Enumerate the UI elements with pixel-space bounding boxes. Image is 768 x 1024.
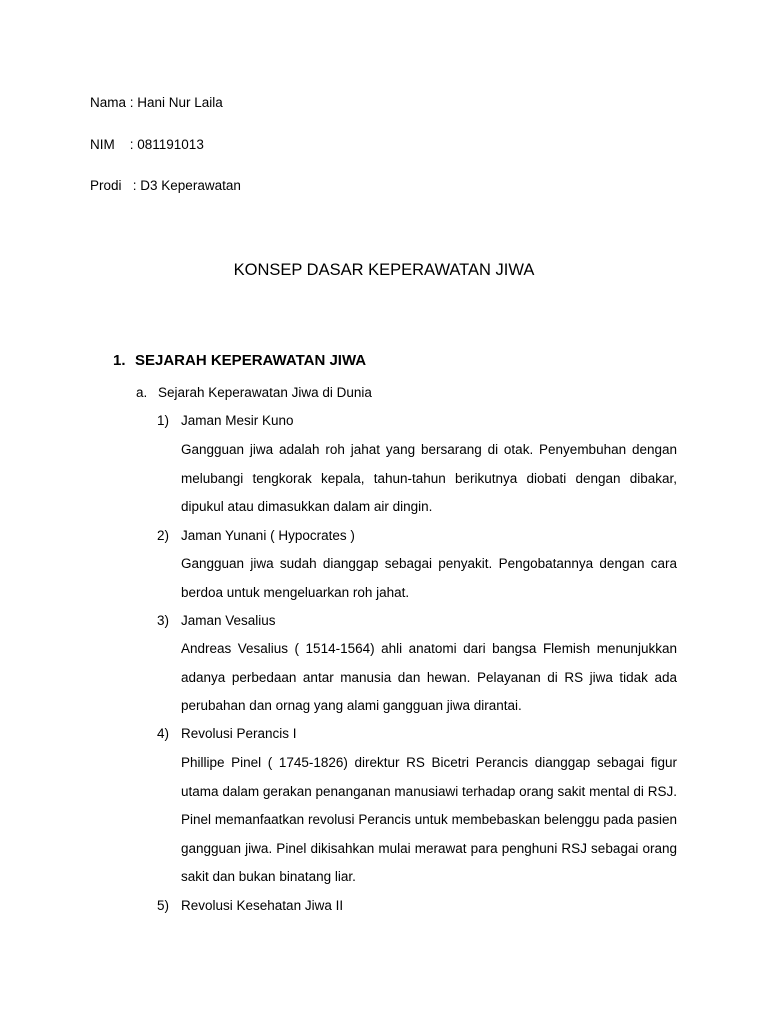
- section-title: SEJARAH KEPERAWATAN JIWA: [135, 352, 367, 369]
- list-item-paragraph: Gangguan jiwa sudah dianggap sebagai penyakit. Pengobatannya dengan cara berdoa untuk mengeluarkan roh jahat.: [181, 556, 677, 600]
- subsection-letter: a.: [136, 385, 148, 400]
- prodi-label: Prodi :: [90, 178, 141, 193]
- list-item-paragraph: Phillipe Pinel ( 1745-1826) direktur RS Bicetri Perancis dianggap sebagai figur utama dalam gerakan penanganan manusiawi terhadap orang sakit mental di RSJ. Pinel memanfaatkan revolusi Perancis untuk membebaskan belenggu pada pasien gangguan jiwa. Pinel dikisahkan mulai merawat para penghuni RSJ sebagai orang sakit dan bukan binatang liar.: [181, 755, 677, 885]
- student-nim-line: [90, 137, 204, 152]
- list-item-title: Jaman Vesalius: [181, 613, 276, 628]
- list-item-heading: [157, 726, 297, 741]
- list-item-number: 1): [157, 413, 170, 428]
- list-item-number: 5): [157, 898, 170, 913]
- list-item-number: 3): [157, 613, 170, 628]
- list-item-number: 4): [157, 726, 170, 741]
- list-item-title: Jaman Yunani ( Hypocrates ): [181, 528, 355, 543]
- document-title: KONSEP DASAR KEPERAWATAN JIWA: [233, 261, 535, 279]
- list-item-paragraph: Gangguan jiwa adalah roh jahat yang bersarang di otak. Penyembuhan dengan melubangi tengkorak kepala, tahun-tahun berikutnya diobati dengan dibakar, dipukul atau dimasukkan dalam air dingin.: [181, 442, 677, 515]
- list-item-title: Revolusi Perancis I: [181, 726, 297, 741]
- nim-value: 081191013: [137, 137, 204, 152]
- section-heading: [113, 352, 366, 369]
- list-item-paragraph: Andreas Vesalius ( 1514-1564) ahli anatomi dari bangsa Flemish menunjukkan adanya perbedaan antar manusia dan hewan. Pelayanan di RS jiwa tidak ada perubahan dan ornag yang alami gangguan jiwa dirantai.: [181, 641, 677, 714]
- list-item-heading: [157, 613, 276, 628]
- name-value: Hani Nur Laila: [137, 95, 223, 110]
- list-item-title: Revolusi Kesehatan Jiwa II: [181, 898, 344, 913]
- subsection-title: Sejarah Keperawatan Jiwa di Dunia: [158, 385, 372, 400]
- list-item-title: Jaman Mesir Kuno: [181, 413, 294, 428]
- name-label: Nama :: [90, 95, 138, 110]
- prodi-value: D3 Keperawatan: [140, 178, 241, 193]
- nim-label: NIM :: [90, 137, 138, 152]
- list-item-heading: [157, 413, 294, 428]
- student-prodi-line: [90, 178, 241, 193]
- list-item-number: 2): [157, 528, 170, 543]
- student-name-line: [90, 95, 223, 110]
- list-item-heading: [157, 898, 343, 913]
- list-item-heading: [157, 528, 355, 543]
- subsection-heading: [136, 385, 372, 400]
- section-number: 1.: [113, 352, 126, 369]
